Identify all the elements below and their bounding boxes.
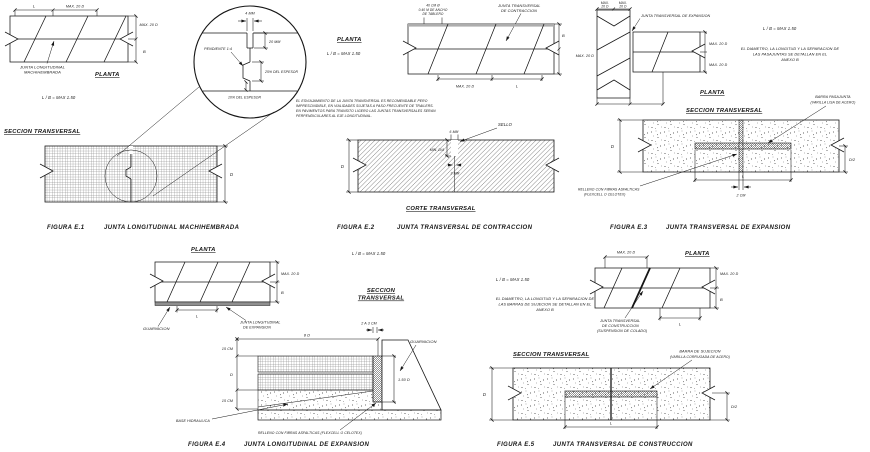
general-note: ANEXO B: [781, 58, 799, 62]
dim-label-max: MAX.: [600, 0, 610, 5]
fig4-base-wedge: [258, 390, 382, 410]
dim-label-max20d: MAX. 20 D: [281, 272, 300, 276]
dim-label-20d: 20 D: [619, 4, 627, 9]
general-note: PERPENDICULARES AL EJE LONGITUDINAL.: [296, 114, 372, 118]
planta-heading: PLANTA: [95, 72, 120, 78]
detail-tongue: [243, 62, 250, 81]
fig4-pavement-layer-2: [258, 374, 373, 390]
fig4-base-slab: [258, 410, 441, 420]
dim-label-15cm: 15 CM: [221, 347, 233, 351]
dim-label-max20d: MAX. 20 D: [616, 250, 636, 255]
fig2-sello-groove: [451, 140, 458, 156]
dim-label-l: L: [515, 83, 519, 89]
figure-caption-id: FIGURA E.3: [610, 225, 648, 231]
ratio-note: L / B = MAX 1.50: [352, 251, 386, 256]
dim-label-max: MAX.: [618, 0, 628, 5]
sello-label: SELLO: [498, 122, 513, 127]
dim-label-d2: D/2: [849, 158, 856, 162]
guarnicion-callout: GUARNICION: [143, 326, 170, 331]
fig5-tie-bar: [565, 391, 657, 397]
guarnicion-callout: GUARNICION: [410, 339, 437, 344]
dim-label-d2: D/2: [731, 405, 738, 409]
joint-callout: JUNTA LONGITUDINAL: [20, 64, 65, 70]
slope-label: PENDIENTE 1:4: [204, 47, 232, 51]
tie-bar-callout: BARRA DE SUJECION: [679, 349, 721, 354]
general-note: LAS PASAJUNTAS SE DETALLAN EN EL: [752, 52, 828, 57]
fig4-guarnicion-strip: [155, 302, 270, 306]
general-note: LAS BARRAS DE SUJECION SE DETALLAN EN EL: [498, 302, 592, 307]
dim-label-d: D: [610, 144, 614, 149]
pct-mid-label: 25% DEL ESPESOR: [265, 70, 299, 74]
dim-label-20d: 20 D: [601, 4, 609, 9]
dim-label-d: D: [340, 164, 344, 169]
tablero-label: 0.40 M DE ANCHO: [418, 7, 448, 12]
dim-label-8d: 8 D: [303, 333, 311, 338]
dim-label-2a3cm: 2 A 3 CM: [361, 321, 377, 326]
joint-callout: (SUSPENSION DE COLADO): [597, 329, 648, 333]
figure-e4-junta-longitudinal-de-expansion: [143, 247, 441, 448]
general-note: EN PAVIMENTOS PARA TRANSITO LIGERO LAS JUNTAS TRANSVERSALES SERAN: [296, 109, 436, 113]
figure-e5-junta-transversal-de-construccion: [483, 251, 739, 449]
fig2-tablero-band: [408, 24, 554, 27]
figure-e3-junta-transversal-de-expansion: [576, 1, 856, 231]
dim-label-20mm: 20 MM: [269, 40, 281, 44]
dowel-bar-callout: (VARILLA LISA DE ACERO): [810, 100, 856, 105]
dim-label-l: L: [609, 420, 613, 426]
general-note: ANEXO B: [536, 308, 554, 312]
tablero-label: 40 CM Ø: [426, 3, 440, 8]
dim-label-b: B: [143, 49, 146, 54]
section-heading: SECCION TRANSVERSAL: [4, 129, 81, 135]
dim-label-max20d: MAX. 20 D: [720, 272, 739, 276]
planta-heading: PLANTA: [191, 247, 216, 253]
joint-callout: DE CONTRACCION: [501, 9, 537, 13]
dim-label-15cm: 15 CM: [221, 399, 233, 403]
fig4-expansion-filler: [373, 356, 382, 402]
figure-caption-id: FIGURA E.1: [47, 225, 85, 231]
figure-e1-detail-circle: [194, 6, 306, 118]
filler-callout: RELLENO CON FIBRAS ASFALTICAS: [578, 187, 640, 192]
filler-callout: RELLENO CON FIBRAS ASFALTICAS (FLEXCELL O CELOTEX): [258, 431, 362, 435]
dowel-bar-callout: BARRA PASAJUNTA: [815, 95, 851, 99]
ratio-note: L / B = MAX 1.50: [496, 277, 530, 282]
fig3-dowel-bar: [695, 143, 791, 149]
base-callout: BASE HIDRAULICA: [176, 419, 210, 423]
section-heading: SECCION: [366, 288, 396, 294]
figure-caption-title: JUNTA TRANSVERSAL DE EXPANSION: [666, 225, 791, 231]
figure-caption-id: FIGURA E.4: [188, 442, 226, 448]
figure-caption-title: JUNTA LONGITUDINAL DE EXPANSION: [244, 442, 370, 448]
figure-caption-title: JUNTA TRANSVERSAL DE CONTRACCION: [397, 225, 533, 231]
dim-label-max20d: MAX. 20 D: [65, 4, 85, 9]
joint-callout: DE EXPANSION: [243, 325, 271, 330]
section-heading: SECCION TRANSVERSAL: [686, 108, 763, 114]
dim-label-b: B: [281, 290, 284, 295]
dim-label-l: L: [32, 3, 36, 9]
joint-callout: JUNTA TRANSVERSAL DE EXPANSION: [641, 14, 711, 18]
joint-callout: MACHIHEMBRADA: [24, 69, 61, 75]
fig4-curb: [382, 340, 441, 410]
dim-label-l: L: [195, 313, 199, 319]
dim-label-max20d: MAX. 20 D: [455, 84, 475, 89]
figure-e1-junta-longitudinal-machihembrada: [4, 4, 274, 232]
pct-bottom-label: 10% DEL ESPESOR: [228, 95, 262, 100]
figure-caption-id: FIGURA E.5: [497, 442, 535, 448]
planta-heading: PLANTA: [337, 37, 362, 43]
ratio-note: L / B = MAX 1.50: [327, 51, 361, 56]
dim-label-6mm: 6 MM: [449, 130, 459, 134]
dim-label-d: D: [230, 172, 234, 177]
section-heading: TRANSVERSAL: [357, 295, 405, 302]
general-note: IMPRESCINDIBLE, EN VIALIDADES SUJETAS A PASO FRECUENTE DE TRAILERS.: [296, 104, 434, 108]
figure-e2-junta-transversal-de-contraccion: [296, 4, 565, 232]
general-note: EL DIAMETRO, LA LONGITUD Y LA SEPARACION DE: [740, 47, 840, 51]
dim-label-d: D: [482, 392, 486, 397]
dim-label-b: B: [720, 297, 723, 302]
general-note: EL DIAMETRO, LA LONGITUD Y LA SEPARACION DE: [495, 297, 595, 301]
dim-label-l: L: [741, 174, 745, 179]
dim-label-3mm: 3 MM: [450, 171, 460, 176]
section-heading: CORTE TRANSVERSAL: [406, 206, 476, 212]
filler-callout: (FLEXCELL O CELOTEX): [584, 192, 626, 197]
dim-label-max20d: MAX. 20 D: [709, 63, 728, 67]
ratio-note: L / B = MAX 1.50: [42, 95, 76, 100]
joint-callout: JUNTA TRANSVERSAL: [498, 4, 541, 8]
ratio-note: L / B = MAX 1.50: [763, 26, 797, 31]
planta-heading: PLANTA: [700, 90, 725, 96]
dim-label-2cm: 2 CM: [736, 193, 746, 198]
dim-label-150d: 1.50 D: [398, 378, 410, 382]
figure-caption-title: JUNTA TRANSVERSAL DE CONSTRUCCION: [553, 442, 693, 448]
dim-label-max20d: MAX. 20 D: [709, 42, 728, 46]
joint-callout: JUNTA TRANSVERSAL: [600, 319, 641, 323]
tablero-label: DE TABLERO: [422, 12, 444, 17]
figure-caption-id: FIGURA E.2: [337, 225, 375, 231]
tie-bar-callout: (VARILLA CORRUGADA DE ACERO): [669, 355, 731, 359]
dim-label-b: B: [562, 33, 565, 38]
joint-callout: JUNTA LONGITUDINAL: [240, 320, 281, 325]
dim-label-d: D: [230, 372, 233, 377]
joint-callout: DE CONSTRUCCION: [602, 324, 639, 328]
dim-label-l: L: [678, 321, 682, 327]
dim-label-max20d: MAX. 20 D: [139, 23, 158, 27]
figure-caption-title: JUNTA LONGITUDINAL MACHIHEMBRADA: [104, 225, 240, 231]
dim-label-4mm: 4 MM: [245, 11, 255, 16]
section-heading: SECCION TRANSVERSAL: [513, 352, 590, 358]
fig4-pavement-layer-1: [258, 356, 373, 372]
dim-label-max20d: MAX. 20 D: [575, 54, 594, 58]
planta-heading: PLANTA: [685, 251, 710, 257]
general-note: EL ESVIAJAMIENTO DE LA JUNTA TRANSVERSAL ES RECOMENDABLE PERO: [296, 99, 428, 103]
dim-label-min-d4: MIN. D/4: [429, 148, 444, 152]
